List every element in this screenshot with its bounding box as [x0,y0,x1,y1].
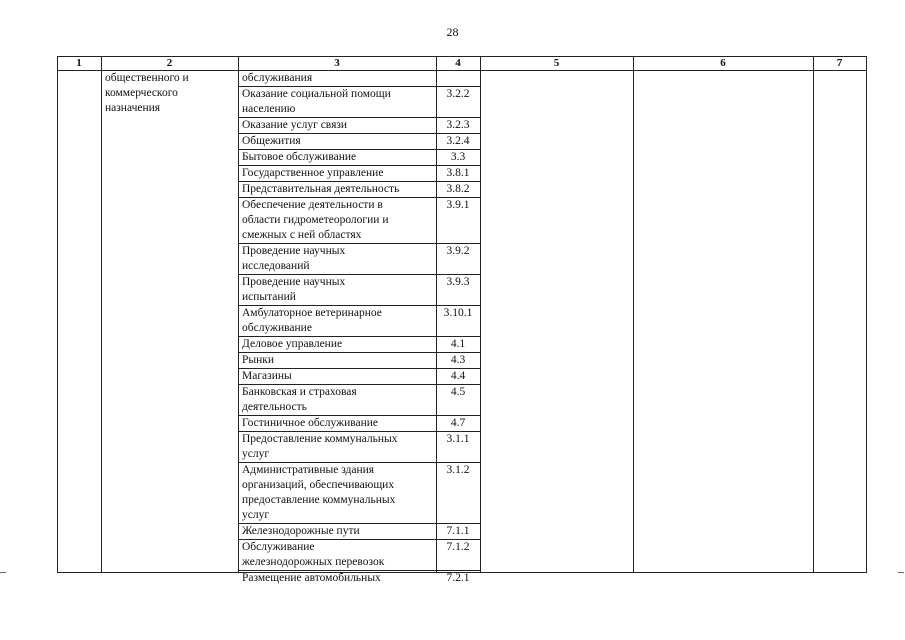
column-header-7: 7 [813,56,866,71]
use-type-name: Проведение научных [242,245,346,257]
land-category-text: коммерческого [105,87,178,99]
use-type-name: услуг [242,448,270,460]
use-type-code: 3.8.2 [446,183,470,195]
column-header-1: 1 [57,56,101,71]
column-rule-7 [866,56,867,572]
use-type-name: Гостиничное обслуживание [242,417,379,429]
column-header-6: 6 [633,56,813,71]
use-type-name: Обеспечение деятельности в [242,199,383,211]
use-type-name: Оказание услуг связи [242,119,348,131]
column-header-2: 2 [101,56,238,71]
use-type-name: предоставление коммунальных [242,494,396,506]
use-type-name: организаций, обеспечивающих [242,479,395,491]
use-type-code: 3.9.1 [446,199,470,211]
use-type-name: Железнодорожные пути [242,525,360,537]
use-type-name: области гидрометеорологии и [242,214,389,226]
use-type-code: 7.1.2 [446,541,470,553]
use-type-name: Проведение научных [242,276,346,288]
use-type-name: Деловое управление [242,338,343,350]
use-type-name: Общежития [242,135,301,147]
use-type-name: обслуживания [242,72,313,84]
use-type-code: 4.1 [450,338,466,350]
use-type-name: услуг [242,509,270,521]
use-type-name: Размещение автомобильных [242,572,381,584]
land-category-text: общественного и [105,72,189,84]
use-type-code: 4.5 [450,386,466,398]
use-type-name: Государственное управление [242,167,384,179]
land-category-text: назначения [105,102,161,114]
column-rule-4 [480,56,481,572]
use-type-code: 3.2.3 [446,119,470,131]
use-type-code: 7.1.1 [446,525,470,537]
use-type-name: Оказание социальной помощи [242,88,391,100]
use-type-code: 3.3 [450,151,466,163]
use-type-code: 3.10.1 [443,307,473,319]
column-header-5: 5 [480,56,633,71]
use-type-name: Бытовое обслуживание [242,151,357,163]
use-type-name: обслуживание [242,322,312,334]
use-type-name: населению [242,103,296,115]
use-type-code: 4.3 [450,354,466,366]
use-type-name: Предоставление коммунальных [242,433,398,445]
use-type-name: деятельность [242,401,307,413]
use-type-name: железнодорожных перевозок [242,556,385,568]
column-rule-5 [633,56,634,572]
use-type-name: испытаний [242,291,296,303]
use-type-name: Банковская и страховая [242,386,357,398]
use-type-code: 3.2.2 [446,88,470,100]
use-type-code: 3.9.2 [446,245,470,257]
margin-mark-left [0,572,6,573]
use-type-name: Представительная деятельность [242,183,400,195]
page-number: 28 [446,25,459,39]
column-rule-6 [813,56,814,572]
use-type-name: исследований [242,260,310,272]
use-type-code: 3.9.3 [446,276,470,288]
use-type-name: Амбулаторное ветеринарное [242,307,382,319]
use-type-name: Рынки [242,354,275,366]
use-type-code: 4.4 [450,370,466,382]
margin-mark-right [898,572,904,573]
use-type-name: смежных с ней областях [242,229,362,241]
use-type-code: 3.1.1 [446,433,470,445]
column-header-3: 3 [238,56,436,71]
use-type-code: 7.2.1 [446,572,470,584]
column-rule-1 [101,56,102,572]
use-type-name: Магазины [242,370,292,382]
use-type-code: 4.7 [450,417,466,429]
use-type-code: 3.1.2 [446,464,470,476]
use-type-code: 3.2.4 [446,135,470,147]
column-header-4: 4 [436,56,480,71]
column-rule-0 [57,56,58,572]
use-type-name: Обслуживание [242,541,315,553]
use-type-code: 3.8.1 [446,167,470,179]
use-type-name: Административные здания [242,464,375,476]
